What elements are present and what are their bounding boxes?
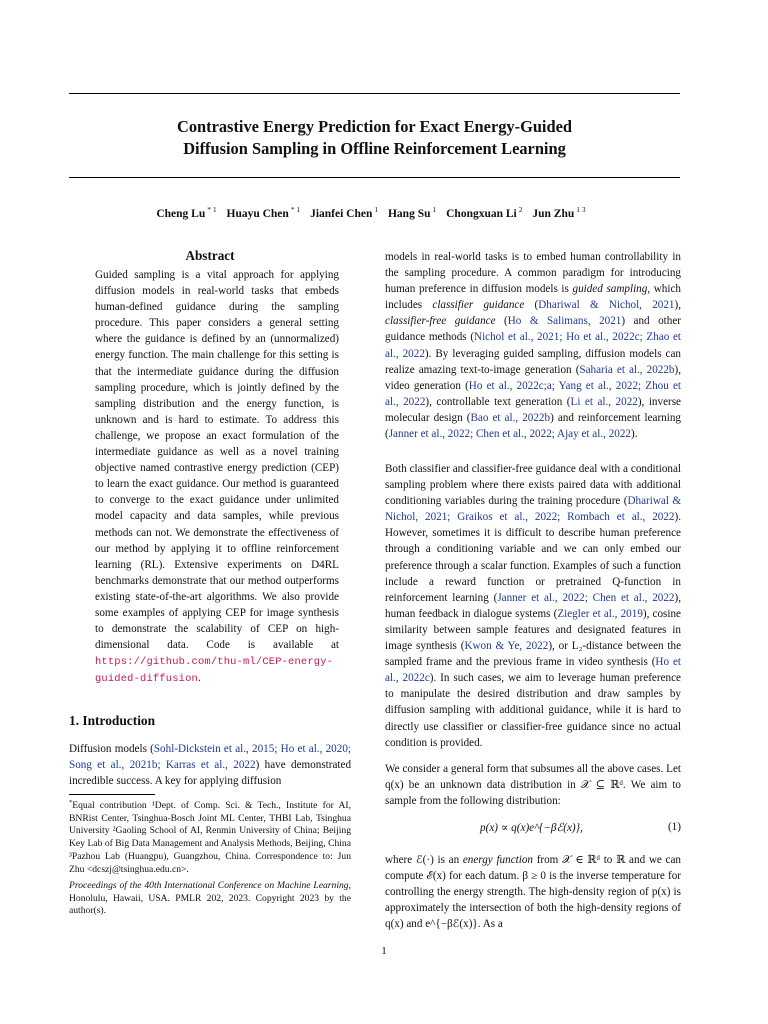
author: Huayu Chen $^{* 1}$ <box>226 205 301 220</box>
equation-number: (1) <box>667 821 681 833</box>
author: Chongxuan Li $^2$ <box>446 205 523 220</box>
page-number: 1 <box>381 945 387 957</box>
abstract-text: Guided sampling is a vital approach for applying diffusion models in real-world tasks that embeds human-defined guidance during the sampling procedure. This paper considers a general setting where the guidance is defined by an (unnormalized) energy function. The main challenge for this setting is that the intermediate guidance during the diffusion sampling procedure, which is jointly defined by the sampling distribution and the energy function, is unknown and is hard to estimate. To address this challenge, we propose an exact formulation of the intermediate guidance as well as a novel training objective named contrastive energy prediction (CEP) to learn the exact guidance. Our method is guaranteed to converge to the exact guidance under unlimited model capacity and data samples, while previous methods can not. We demonstrate the effectiveness of our method by applying it to offline reinforcement learning (RL). Extensive experiments on D4RL benchmarks demonstrate that our method outperforms existing state-of-the-art algorithms. We also provide some examples of applying CEP for image synthesis to demonstrate the scalability of CEP on high-dimensional data. Code is available at <box>95 269 339 652</box>
citation-link[interactable]: Dhariwal & Nichol, 2021; Graikos et al., 2022; Rombach et al., 2022 <box>385 495 681 524</box>
citation-link[interactable]: Ziegler et al., 2019 <box>557 607 643 620</box>
citation-link[interactable]: Kwon & Ye, 2022 <box>464 640 549 653</box>
right-paragraph-3: We consider a general form that subsumes all the above cases. Let q(x) be an unknown data distribution in 𝒳 ⊆ ℝᵈ. We aim to sample from the following distribution: <box>385 763 681 808</box>
citation-link[interactable]: Ho et al., 2022c <box>385 656 681 685</box>
proceedings-note: Proceedings of the 40th International Conference on Machine Learning, Honolulu, Hawaii, USA. PMLR 202, 2023. Copyright 2023 by the author(s). <box>69 880 351 917</box>
intro-paragraph: Diffusion models (Sohl-Dickstein et al., 2015; Ho et al., 2020; Song et al., 2021b; Karras et al., 2022) have demonstrated incredible success. A key for applying diffusion <box>69 743 352 788</box>
right-paragraph-4: where ℰ(·) is an energy function from 𝒳 ∈ ℝᵈ to ℝ and we can compute ℰ(x) for each datum. β ≥ 0 is the inverse temperature for controlling the energy strength. The high-density region of p(x) is approximately the intersection of both the high-density regions of q(x) and e^{−βℰ(x)}. As a <box>385 854 681 931</box>
citation-link[interactable]: Sohl-Dickstein et al., 2015; Ho et al., 2020; Song et al., 2021b; Karras et al., 2022 <box>69 743 351 772</box>
citation-link[interactable]: Ho et al., 2022c;a; Yang et al., 2022; Zhou et al., 2022 <box>385 379 681 408</box>
citation-link[interactable]: Ho & Salimans, 2021 <box>507 315 622 328</box>
citation-link[interactable]: Li et al., 2022 <box>570 395 638 408</box>
top-rule-1 <box>69 93 680 94</box>
author: Jianfei Chen $^1$ <box>310 205 379 220</box>
paper-title <box>69 116 680 160</box>
intro-heading: 1. Introduction <box>69 713 156 728</box>
right-paragraph-2: Both classifier and classifier-free guidance deal with a conditional sampling problem where there exists paired data with additional conditioning variables during the training procedure (Dhariwal & Nichol, 2021; Graikos et al., 2022; Rombach et al., 2022). However, sometimes it is difficult to describe human preference through a conditioning variable and we can only embed our preference through a scalar function. Examples of such a function include a reward function or pretrained Q-function in reinforcement learning (Janner et al., 2022; Chen et al., 2022), human feedback in dialogue systems (Ziegler et al., 2019), cosine similarity between sample features and designated features in image synthesis (Kwon & Ye, 2022), or L₂-distance between the sampled frame and the previous frame in video synthesis (Ho et al., 2022c). In such cases, we aim to leverage human preference to manipulate the desired distribution and draw samples by diffusion sampling with additional guidance, while it is hard to directly use classifier or classifier-free guidance since no actual condition is provided. <box>385 463 682 749</box>
abstract-heading: Abstract <box>185 248 235 263</box>
citation-link[interactable]: Janner et al., 2022; Chen et al., 2022; Ajay et al., 2022 <box>388 428 631 441</box>
citation-link[interactable]: Saharia et al., 2022b <box>579 363 675 376</box>
abstract-body: Guided sampling is a vital approach for applying diffusion models in real-world tasks that embeds human-defined guidance during the sampling procedure. This paper considers a general setting where the guidance is defined by an (unnormalized) energy function. The main challenge for this setting is that the intermediate guidance during the diffusion sampling procedure, which is jointly defined by the sampling distribution and the energy function, is unknown and is hard to estimate. To address this challenge, we propose an exact formulation of the intermediate guidance as well as a novel training objective named contrastive energy prediction (CEP) to learn the exact guidance. Our method is guaranteed to converge to the exact guidance under unlimited model capacity and data samples, while previous methods can not. We demonstrate the effectiveness of our method by applying it to offline reinforcement learning (RL). Extensive experiments on D4RL benchmarks demonstrate that our method outperforms existing state-of-the-art algorithms. We also provide some examples of applying CEP for image synthesis to demonstrate the scalability of CEP on high-dimensional data. Code is available at https://github.com/thu-ml/CEP-energy-guided-diffusion. <box>95 269 339 686</box>
right-paragraph-1: models in real-world tasks is to embed human controllability in the sampling procedure. A common paradigm for introducing human preference in diffusion models is guided sampling, which includes classifier guidance (Dhariwal & Nichol, 2021), classifier-free guidance (Ho & Salimans, 2021) and other guidance methods (Nichol et al., 2021; Ho et al., 2022c; Zhao et al., 2022). By leveraging guided sampling, diffusion models can realize amazing text-to-image generation (Saharia et al., 2022b), video generation (Ho et al., 2022c;a; Yang et al., 2022; Zhou et al., 2022), controllable text generation (Li et al., 2022), inverse molecular design (Bao et al., 2022b) and reinforcement learning (Janner et al., 2022; Chen et al., 2022; Ajay et al., 2022). <box>385 251 682 441</box>
author-list <box>69 205 680 220</box>
author: Jun Zhu $^{1 3}$ <box>532 205 586 220</box>
citation-link[interactable]: Dhariwal & Nichol, 2021 <box>538 299 675 312</box>
title-line-2: Diffusion Sampling in Offline Reinforcement Learning <box>183 139 566 158</box>
code-link[interactable]: https://github.com/thu-ml/CEP-energy-guided-diffusion <box>95 656 334 686</box>
footnote-rule <box>69 794 155 795</box>
equation-body: p(x) ∝ q(x)e^{−βℰ(x)}, <box>480 822 583 834</box>
citation-link[interactable]: Janner et al., 2022; Chen et al., 2022 <box>497 591 675 604</box>
citation-link[interactable]: Bao et al., 2022b <box>470 411 551 424</box>
footnote: *Equal contribution ¹Dept. of Comp. Sci. & Tech., Institute for AI, BNRist Center, Tsinghua-Bosch Joint ML Center, THBI Lab, Tsinghua University ²Gaoling School of AI, Renmin University of China; Beijing Key Lab of Big Data Management and Analysis Methods, Beijing, China ³Pazhou Lab (Huangpu), Guangzhou, China. Correspondence to: Jun Zhu <dcszj@tsinghua.edu.cn>. <box>69 799 351 875</box>
title-line-1: Contrastive Energy Prediction for Exact Energy-Guided <box>176 117 572 136</box>
citation-link[interactable]: Nichol et al., 2021; Ho et al., 2022c; Zhao et al., 2022 <box>385 331 681 360</box>
author: Hang Su $^1$ <box>387 205 437 220</box>
top-rule-2 <box>69 177 680 178</box>
author: Cheng Lu $^{* 1}$ <box>156 205 217 220</box>
